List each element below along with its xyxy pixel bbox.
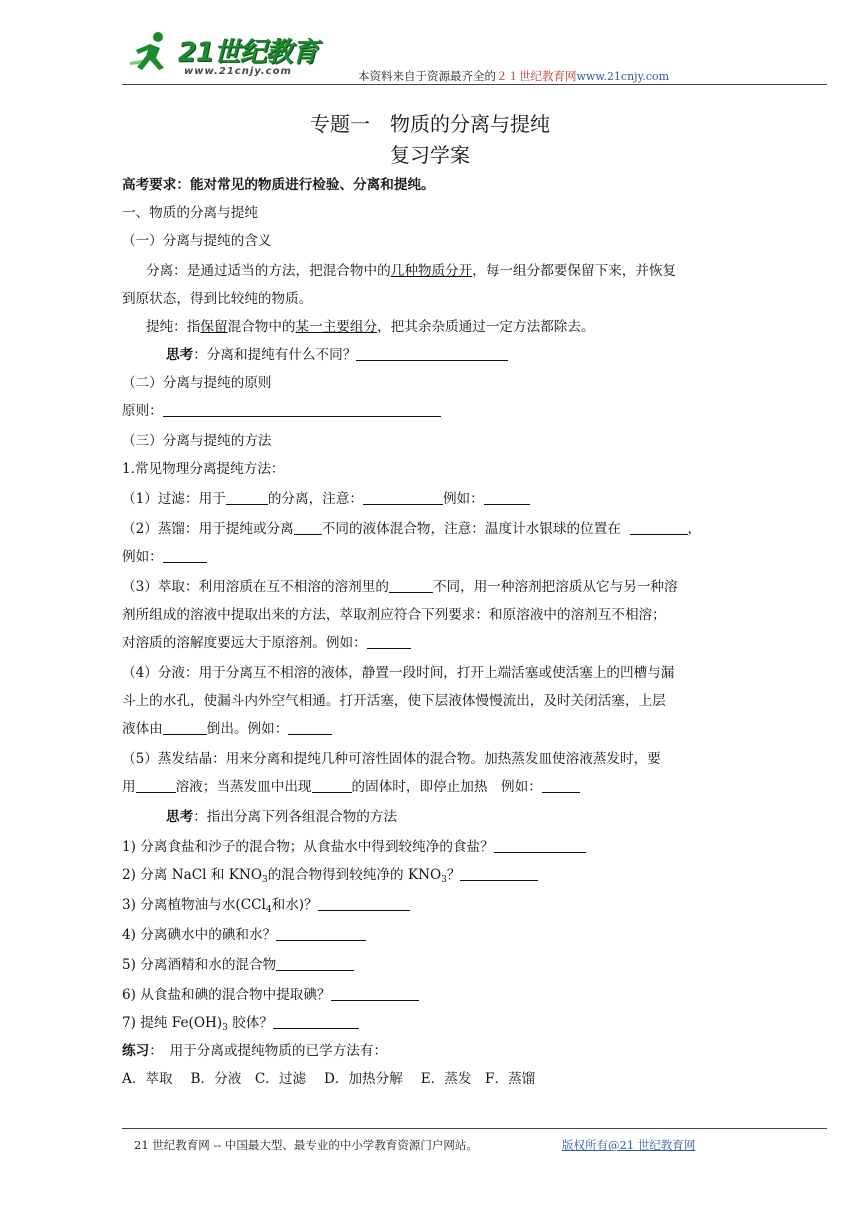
answer-blank[interactable] (356, 346, 508, 361)
subsection-heading-meaning: （一）分离与提纯的含义 (122, 233, 272, 249)
method-evaporation: （5）蒸发结晶：用来分离和提纯几种可溶性固体的混合物。加热蒸发皿使溶液蒸发时，要 (122, 751, 661, 767)
underlined-term: 几种物质分开 (390, 263, 473, 279)
answer-blank[interactable] (331, 986, 419, 1001)
runner-logo-icon (128, 30, 174, 76)
answer-blank[interactable] (494, 838, 586, 853)
page-header (122, 18, 827, 88)
physical-methods-heading: 1.常见物理分离提纯方法： (122, 461, 285, 477)
practice-label: 练习 (122, 1043, 150, 1059)
purification-definition: 提纯：指保留混合物中的某一主要组分，把其余杂质通过一定方法都除去。 (146, 319, 595, 335)
question-6: 6) 从食盐和碘的混合物中提取碘？ (122, 986, 419, 1004)
brand-name: 21世纪教育 (178, 37, 318, 68)
method-extraction: （3）萃取：利用溶质在互不相溶的溶剂里的 不同，用一种溶剂把溶质从它与另一种溶 (122, 579, 678, 595)
answer-blank[interactable] (273, 1014, 359, 1029)
practice-options: A．萃取 B．分液 C．过滤 D．加热分解 E．蒸发 F．蒸馏 (122, 1071, 536, 1087)
principle-line: 原则： (122, 402, 441, 420)
answer-blank[interactable] (226, 490, 268, 505)
answer-blank[interactable] (367, 634, 411, 649)
answer-blank[interactable] (276, 926, 366, 941)
practice-line: 练习： 用于分离或提纯物质的已学方法有： (122, 1043, 388, 1059)
answer-blank[interactable] (542, 778, 580, 793)
think-question-1: 思考：分离和提纯有什么不同？ (166, 346, 508, 364)
answer-blank[interactable] (276, 956, 354, 971)
method-separating-funnel: （4）分液：用于分离互不相溶的液体，静置一段时间，打开上端活塞或使活塞上的凹槽与漏 (122, 665, 675, 681)
brand-url: www.21cnjy.com (184, 66, 292, 77)
answer-blank[interactable] (363, 490, 443, 505)
answer-blank[interactable] (312, 778, 352, 793)
question-5: 5) 分离酒精和水的混合物 (122, 956, 354, 974)
page-subtitle: 复习学案 (390, 143, 470, 167)
tagline-site-name[interactable]: ２１世纪教育网 (496, 69, 577, 83)
footer-copyright-link[interactable]: 版权所有@21 世纪教育网 (562, 1138, 696, 1152)
answer-blank[interactable] (136, 778, 176, 793)
header-tagline (358, 68, 669, 84)
tagline-prefix: 本资料来自于资源最齐全的 (358, 69, 496, 83)
method-separating-funnel-cont2: 液体由 倒出。例如： (122, 720, 332, 738)
subsection-heading-methods: （三）分离与提纯的方法 (122, 433, 272, 449)
method-extraction-cont2: 对溶质的溶解度要远大于原溶剂。例如： (122, 634, 411, 652)
underlined-term: 保留 (200, 319, 228, 335)
method-extraction-cont1: 剂所组成的溶液中提取出来的方法，萃取剂应符合下列要求：和原溶液中的溶剂互不相溶； (122, 607, 666, 623)
answer-blank[interactable] (163, 548, 207, 563)
answer-blank[interactable] (294, 520, 322, 535)
method-distillation: （2）蒸馏：用于提纯或分离 不同的液体混合物，注意：温度计水银球的位置在 ， (122, 521, 702, 537)
header-divider (122, 84, 827, 85)
question-1: 1) 分离食盐和沙子的混合物；从食盐水中得到较纯净的食盐？ (122, 838, 586, 856)
subsection-heading-principle: （二）分离与提纯的原则 (122, 375, 272, 391)
page-title: 专题一 物质的分离与提纯 (310, 112, 550, 136)
answer-blank[interactable] (318, 896, 410, 911)
section-heading-1: 一、物质的分离与提纯 (122, 205, 258, 221)
separation-definition-cont: 到原状态，得到比较纯的物质。 (122, 291, 313, 307)
question-4: 4) 分离碘水中的碘和水？ (122, 926, 366, 944)
answer-blank[interactable] (460, 866, 538, 881)
question-7: 7) 提纯 $Fe(OH)_3$ 胶体？ (122, 1014, 359, 1037)
answer-blank[interactable] (630, 520, 688, 535)
tagline-url-link[interactable]: www.21cnjy.com (576, 70, 670, 83)
method-separating-funnel-cont1: 斗上的水孔，使漏斗内外空气相通。打开活塞，使下层液体慢慢流出，及时关闭活塞，上层 (122, 693, 666, 709)
underlined-term: 某一主要组分 (295, 319, 378, 335)
separation-definition: 分离：是通过适当的方法，把混合物中的几种物质分开，每一组分都要保留下来，并恢复 (146, 263, 677, 279)
question-2: 2) 分离 NaCl 和 $KNO_3$的混合物得到较纯净的 $KNO_3$？ (122, 866, 538, 889)
question-3: 3) 分离植物油与水(CCl$_4$和水)？ (122, 896, 410, 919)
think-question-2: 思考：指出分离下列各组混合物的方法 (166, 809, 398, 825)
think-label: 思考 (166, 347, 194, 363)
method-filtration: （1）过滤：用于 的分离，注意： 例如： (122, 490, 530, 508)
answer-blank[interactable] (163, 720, 207, 735)
exam-requirement: 高考要求：能对常见的物质进行检验、分离和提纯。 (122, 177, 435, 193)
answer-blank[interactable] (288, 720, 332, 735)
method-evaporation-cont: 用 溶液；当蒸发皿中出现 的固体时，即停止加热 例如： (122, 778, 580, 796)
footer-text: 21 世纪教育网 -- 中国最大型、最专业的中小学教育资源门户网站。 (134, 1138, 478, 1152)
think-label: 思考 (166, 809, 194, 825)
answer-blank[interactable] (389, 578, 433, 593)
footer-divider (122, 1128, 827, 1129)
site-logo[interactable] (122, 22, 342, 86)
answer-blank[interactable] (484, 490, 530, 505)
method-distillation-cont: 例如： (122, 548, 207, 566)
answer-blank[interactable] (163, 402, 441, 417)
